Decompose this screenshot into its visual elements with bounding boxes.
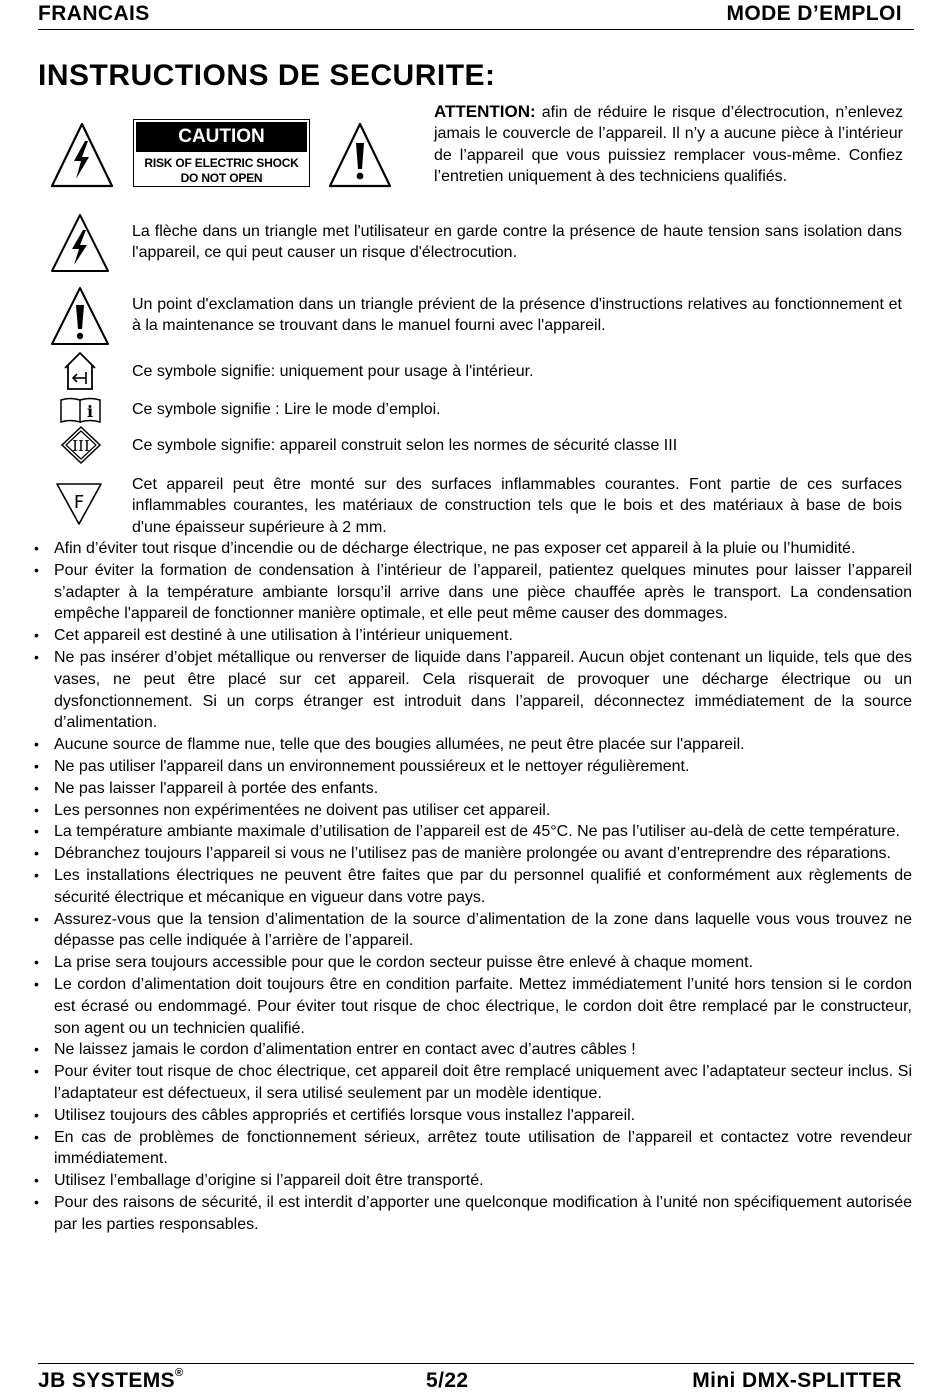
flammable-surface-icon — [54, 481, 104, 527]
class-three-description: Ce symbole signifie: appareil construit selon les normes de sécurité classe III — [132, 437, 678, 454]
lightning-triangle-icon — [49, 212, 111, 274]
list-item: • En cas de problèmes de fonctionnement sérieux, arrêtez toute utilisation de l’appareil et contactez votre revendeur immédiatement. — [30, 1127, 912, 1171]
exclamation-triangle-icon — [327, 121, 393, 189]
safety-bullet-list — [30, 538, 912, 1236]
list-item: • Les installations électriques ne peuvent être faites que par du personnel qualifié et conformément aux règlements de sécurité électrique et mécanique en vigueur dans votre pays. — [30, 865, 912, 909]
page-title: INSTRUCTIONS DE SECURITE: — [38, 59, 496, 92]
header-manual-title: MODE D’EMPLOI — [726, 2, 902, 25]
list-item: • Le cordon d’alimentation doit toujours être en condition parfaite. Mettez immédiatement l’unité hors tension si le cordon est écrasé ou endommagé. Pour éviter tout risque de choc électrique, le cordon doit être remplacé par le constructeur, son agent ou un technicien qualifié. — [30, 974, 912, 1039]
caution-line-2: DO NOT OPEN — [180, 171, 263, 185]
page-number: 5/22 — [426, 1369, 469, 1392]
list-item: • Ne pas laisser l'appareil à portée des enfants. — [30, 778, 912, 800]
exclamation-description: Un point d'exclamation dans un triangle prévient de la présence d'instructions relatives au fonctionnement et à la maintenance se trouvant dans le manuel fourni avec l'appareil. — [132, 296, 902, 335]
header-language: FRANCAIS — [38, 2, 150, 25]
list-item: • Pour des raisons de sécurité, il est interdit d’apporter une quelconque modification à l’unité non spécifiquement autorisée par les parties responsables. — [30, 1192, 912, 1236]
list-item: • Aucune source de flamme nue, telle que des bougies allumées, ne peut être placée sur l'appareil. — [30, 734, 912, 756]
page-footer — [38, 1363, 914, 1395]
list-item: • Débranchez toujours l’appareil si vous ne l’utilisez pas de manière prolongée ou avant d’entreprendre des réparations. — [30, 843, 912, 865]
list-item: • Utilisez l’emballage d’origine si l’appareil doit être transporté. — [30, 1170, 912, 1192]
list-item: • Les personnes non expérimentées ne doivent pas utiliser cet appareil. — [30, 800, 912, 822]
class-three-icon — [60, 425, 102, 465]
caution-line-1: RISK OF ELECTRIC SHOCK — [144, 156, 299, 170]
attention-label: ATTENTION: — [434, 102, 536, 121]
list-item: • La prise sera toujours accessible pour que le cordon secteur puisse être enlevé à chaque moment. — [30, 952, 912, 974]
class-three-mark: III — [72, 437, 90, 455]
lightning-description: La flèche dans un triangle met l'utilisateur en garde contre la présence de haute tension sans isolation dans l'appareil, ce qui peut causer un risque d'électrocution. — [132, 223, 902, 262]
flammable-mark: F — [73, 492, 85, 513]
list-item: • Pour éviter tout risque de choc électrique, cet appareil doit être remplacé uniquement avec l’adaptateur secteur inclus. Si l’adaptateur est défectueux, il sera utilisé seulement par un modèle identique. — [30, 1061, 912, 1105]
list-item: • Ne pas insérer d’objet métallique ou renverser de liquide dans l’appareil. Aucun objet contenant un liquide, tels que des vases, ne peut être placé sur cet appareil. Cela risquerait de provoquer une décharge électrique ou un dysfonctionnement. Si un corps étranger est introduit dans l’appareil, déconnectez immédiatement de la source d’alimentation. — [30, 647, 912, 734]
attention-paragraph — [434, 101, 903, 187]
page-header — [38, 0, 914, 30]
list-item: • La température ambiante maximale d’utilisation de l’appareil est de 45°C. Ne pas l’utiliser au-delà de cette température. — [30, 821, 912, 843]
caution-label — [133, 119, 310, 187]
brand-name: JB SYSTEMS — [38, 1369, 176, 1392]
indoor-description: Ce symbole signifie: uniquement pour usage à l'intérieur. — [132, 363, 534, 380]
caution-title: CAUTION — [136, 122, 307, 152]
indoor-use-icon — [61, 350, 99, 392]
lightning-triangle-icon — [49, 121, 115, 189]
list-item: • Afin d’éviter tout risque d’incendie ou de décharge électrique, ne pas exposer cet appareil à la pluie ou l’humidité. — [30, 538, 912, 560]
attention-text: afin de réduire le risque d’électrocution, n’enlevez jamais le couvercle de l’appareil. Il n’y a aucune pièce à l’intérieur de l’appareil que vous puissiez remplacer vous-même. Confiez l’entretien uniquement à des techniciens qualifiés. — [434, 104, 903, 185]
read-manual-icon — [59, 396, 103, 424]
list-item: • Ne pas utiliser l'appareil dans un environnement poussiéreux et le nettoyer régulièrement. — [30, 756, 912, 778]
manual-description: Ce symbole signifie : Lire le mode d’emploi. — [132, 401, 441, 418]
list-item: • Pour éviter la formation de condensation à l’intérieur de l’appareil, patientez quelques minutes pour laisser l’appareil s’adapter à la température ambiante lorsqu’il arrive dans une pièce chauffée après le transport. La condensation empêche l'appareil de fonctionner manière optimale, et elle peut même causer des dommages. — [30, 560, 912, 625]
footer-brand — [38, 1369, 184, 1393]
flammable-description: Cet appareil peut être monté sur des surfaces inflammables courantes. Font partie de ces surfaces inflammables courantes, les matériaux de construction tels que le bois et des matériaux à base de bois d'une épaisseur supérieure à 2 mm. — [132, 476, 902, 536]
list-item: • Assurez-vous que la tension d’alimentation de la source d’alimentation de la zone dans laquelle vous vous trouvez ne dépasse pas celle indiquée à l’arrière de l’appareil. — [30, 909, 912, 953]
list-item: • Utilisez toujours des câbles appropriés et certifiés lorsque vous installez l'appareil. — [30, 1105, 912, 1127]
registered-mark: ® — [175, 1367, 184, 1379]
list-item: • Cet appareil est destiné à une utilisation à l’intérieur uniquement. — [30, 625, 912, 647]
exclamation-triangle-icon — [49, 285, 111, 347]
list-item: • Ne laissez jamais le cordon d’alimentation entrer en contact avec d’autres câbles ! — [30, 1039, 912, 1061]
footer-product: Mini DMX-SPLITTER — [692, 1369, 902, 1392]
manual-info-mark: i — [86, 402, 94, 421]
